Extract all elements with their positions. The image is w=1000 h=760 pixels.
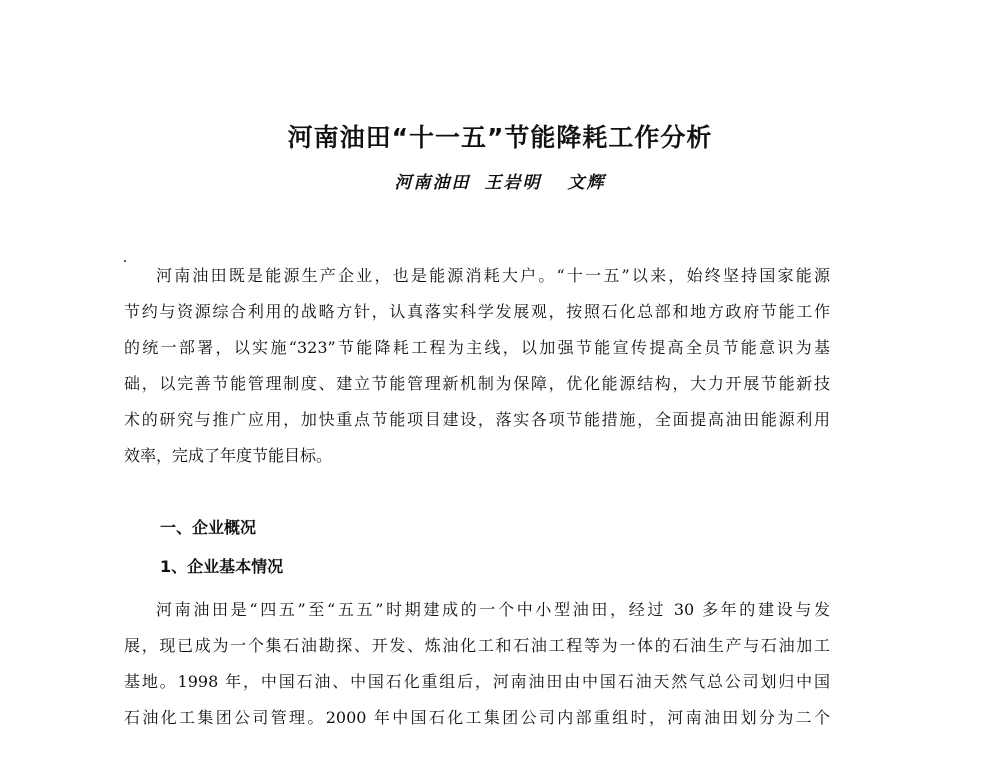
- paragraph-line: 础，以完善节能管理制度、建立节能管理新机制为保障，优化能源结构，大力开展节能新技: [124, 374, 830, 393]
- paragraph-line: 基地。1998 年，中国石油、中国石化重组后，河南油田由中国石油天然气总公司划归中国: [124, 672, 830, 691]
- paragraph-line: 河南油田是“四五”至“五五”时期建成的一个中小型油田，经过 30 多年的建设与发: [156, 600, 830, 619]
- paragraph-line: 石油化工集团公司管理。2000 年中国石化工集团公司内部重组时，河南油田划分为二个: [124, 708, 830, 727]
- paragraph-line: 河南油田既是能源生产企业，也是能源消耗大户。“十一五”以来，始终坚持国家能源: [156, 266, 830, 285]
- author-name-1: 王岩明: [484, 173, 542, 193]
- subsection-heading: 1、企业基本情况: [160, 557, 284, 576]
- document-title: 河南油田“十一五”节能降耗工作分析: [287, 123, 713, 152]
- author-line: [0, 168, 1000, 193]
- section-heading: 一、企业概况: [160, 518, 257, 537]
- author-affiliation: 河南油田: [394, 173, 471, 193]
- paragraph-line: 术的研究与推广应用，加快重点节能项目建设，落实各项节能措施，全面提高油田能源利用: [124, 410, 830, 429]
- paragraph-line: 展，现已成为一个集石油勘探、开发、炼油化工和石油工程等为一体的石油生产与石油加工: [124, 636, 830, 655]
- paragraph-line: 的统一部署，以实施“323”节能降耗工程为主线，以加强节能宣传提高全员节能意识为基: [124, 338, 830, 357]
- author-name-2: 文辉: [567, 173, 606, 193]
- paragraph-line: 节约与资源综合利用的战略方针，认真落实科学发展观，按照石化总部和地方政府节能工作: [124, 302, 830, 321]
- company-overview-paragraph: [124, 592, 830, 736]
- paragraph-line: 效率，完成了年度节能目标。: [124, 446, 333, 465]
- intro-paragraph: [124, 258, 830, 474]
